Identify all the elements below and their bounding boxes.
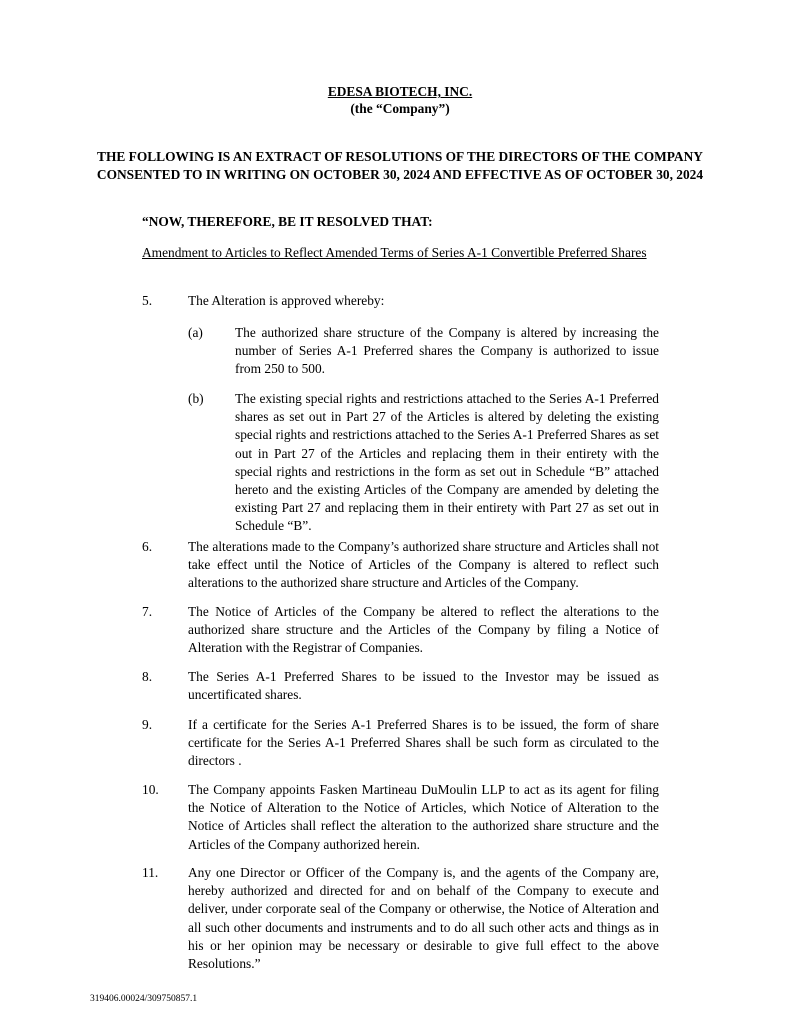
resolution-subitem-a <box>188 324 659 379</box>
resolution-item-6 <box>142 538 659 593</box>
resolution-item-9 <box>142 716 659 771</box>
subitem-text: The existing special rights and restrictions attached to the Series A-1 Preferred shares as set out in Part 27 of the Articles is altered by deleting the existing special rights and restrictions attached to the Series A-1 Preferred Shares as set out in Part 27 of the Articles and replacing them in their entirety with the special rights and restrictions in the form as set out in Schedule “B” attached hereto and the existing Articles of the Company are amended by deleting the existing Part 27 and replacing them in their entirety with Part 27 as set out in Schedule “B”. <box>235 391 659 534</box>
item-number: 7. <box>142 604 153 619</box>
item-text: The Notice of Articles of the Company be altered to reflect the alterations to the authorized share structure and the Articles of the Company by filing a Notice of Alteration with the Registrar of Companies. <box>188 604 659 656</box>
item-number: 10. <box>142 782 159 797</box>
resolution-item-11 <box>142 864 659 973</box>
item-number: 11. <box>142 865 159 880</box>
resolution-item-10 <box>142 781 659 854</box>
subitem-letter: (b) <box>188 391 204 406</box>
item-text: The alterations made to the Company’s authorized share structure and Articles shall not take effect until the Notice of Articles of the Company is altered to reflect such alterations to the authorized share structure and Articles of the Company. <box>188 539 659 591</box>
section-heading: Amendment to Articles to Reflect Amended Terms of Series A-1 Convertible Preferred Shares <box>142 245 647 260</box>
document-reference: 319406.00024/309750857.1 <box>90 994 198 1004</box>
subitem-letter: (a) <box>188 325 203 340</box>
item-text: If a certificate for the Series A-1 Preferred Shares is to be issued, the form of share certificate for the Series A-1 Preferred Shares shall be such form as circulated to the directors . <box>188 717 659 769</box>
item-text: The Series A-1 Preferred Shares to be issued to the Investor may be issued as uncertificated shares. <box>188 669 659 703</box>
resolved-line: “NOW, THEREFORE, BE IT RESOLVED THAT: <box>142 214 433 229</box>
resolution-subitem-b <box>188 390 659 536</box>
company-alias: (the “Company”) <box>350 101 450 116</box>
extract-heading: THE FOLLOWING IS AN EXTRACT OF RESOLUTIONS OF THE DIRECTORS OF THE COMPANY CONSENTED TO IN WRITING ON OCTOBER 30, 2024 AND EFFECTIVE AS OF OCTOBER 30, 2024 <box>96 149 704 183</box>
company-name: EDESA BIOTECH, INC. <box>327 84 473 99</box>
item-number: 6. <box>142 539 153 554</box>
resolution-item-7 <box>142 603 659 658</box>
item-number: 5. <box>142 293 153 308</box>
item-number: 8. <box>142 669 153 684</box>
resolution-item-8 <box>142 668 659 704</box>
item-number: 9. <box>142 717 153 732</box>
subitem-text: The authorized share structure of the Company is altered by increasing the number of Series A-1 Preferred shares the Company is authorized to issue from 250 to 500. <box>235 325 659 377</box>
item-text: The Alteration is approved whereby: <box>188 293 385 308</box>
item-text: Any one Director or Officer of the Company is, and the agents of the Company are, hereby authorized and directed for and on behalf of the Company to execute and deliver, under corporate seal of the Company or otherwise, the Notice of Alteration and all such other documents and instruments and to do all such other acts and things as in his or her opinion may be necessary or desirable to give full effect to the above Resolutions.” <box>188 865 659 972</box>
resolution-item-5 <box>142 292 659 310</box>
item-text: The Company appoints Fasken Martineau DuMoulin LLP to act as its agent for filing the Notice of Alteration to the Notice of Articles, which Notice of Alteration to the Notice of Articles shall reflect the alteration to the authorized share structure and the Articles of the Company authorized herein. <box>188 782 659 852</box>
